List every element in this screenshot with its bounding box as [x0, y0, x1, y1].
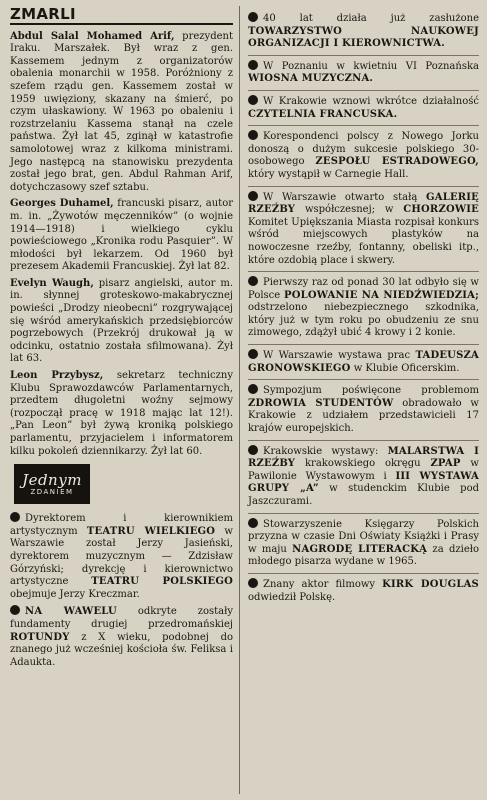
news-item-highlight: POLOWANIE NA NIEDŹWIEDZIA;: [283, 289, 480, 301]
column-divider: [239, 6, 240, 794]
news-item-fragment: Komitet Upiększania Miasta rozpisał konkurs wśród miejscowych plastyków na nowoczesne rzeźby, fontanny, obeliski itp., które ozdobią place i skwery.: [248, 216, 479, 266]
news-item-fragment: W Poznaniu w kwietniu VI Poznańska: [263, 60, 479, 72]
news-item-fragment: W Krakowie wznowi wkrótce działalność: [263, 95, 479, 107]
bullet-icon: [10, 512, 20, 522]
news-item-fragment: w Pawilonie Wystawowym i: [248, 458, 479, 482]
obituary-entry: [10, 278, 233, 366]
news-item-highlight: WIOSNA MUZYCZNA.: [248, 73, 374, 85]
obituary-name: Abdul Salal Mohamed Arif,: [10, 30, 175, 42]
bullet-icon: [248, 12, 258, 22]
news-item-fragment: z X wieku, podobnej do znanego już wcześniej kościoła św. Feliksa i Adaukta.: [10, 631, 233, 668]
news-item-highlight: ROTUNDY: [10, 631, 70, 643]
bullet-icon: [248, 191, 258, 201]
news-item: [10, 512, 233, 601]
news-item-fragment: który wystąpił w Carnegie Hall.: [248, 168, 409, 180]
obituary-name: Georges Duhamel,: [10, 198, 114, 210]
news-item-fragment: Krakowskie wystawy:: [263, 445, 388, 457]
news-item-highlight: KIRK DOUGLAS: [382, 578, 479, 590]
news-item-text: [248, 518, 479, 569]
obituary-text: francuski pisarz, autor m. in. „Żywotów męczenników” (o wojnie 1914—1918) i wielkiego cyklu powieściowego „Kronika rodu Pasquier”. W młodości był lekarzem. Od 1960 był prezesem Akademii Francuskiej. Żył lat 82.: [10, 198, 233, 273]
news-item-highlight: TOWARZYSTWO NAUKOWEJ ORGANIZACJI I KIEROWNICTWA.: [248, 25, 479, 50]
bullet-icon: [248, 276, 258, 286]
bullet-icon: [248, 384, 258, 394]
news-item-highlight: ZDROWIA STUDENTÓW: [248, 397, 394, 409]
item-separator: [248, 573, 479, 574]
right-column: [242, 0, 483, 800]
news-item-text: [248, 12, 479, 51]
news-item: [10, 605, 233, 669]
news-item-fragment: W Warszawie wystawa prac: [263, 350, 416, 362]
bullet-icon: [248, 60, 258, 70]
news-item-text: [248, 60, 479, 86]
news-item: [248, 130, 479, 181]
obituary-entry: [10, 370, 233, 458]
news-item-fragment: Sympozjum poświęcone problemom: [263, 385, 479, 397]
news-item-text: [10, 605, 233, 669]
news-item-highlight: GALERIĘ RZEŹBY: [248, 191, 479, 216]
news-item-fragment: Dyrektorem i kierownikiem artystycznym: [10, 513, 233, 537]
left-column: [4, 0, 237, 800]
news-item: [248, 518, 479, 569]
news-item-fragment: w studenckim Klubie pod Jaszczurami.: [248, 483, 480, 507]
item-separator: [248, 513, 479, 514]
news-item-fragment: Pierwszy raz od ponad 30 lat odbyło się w Polsce: [248, 277, 479, 301]
news-item-text: [248, 276, 479, 340]
logo-caps-text: ZDANIEM: [30, 487, 74, 496]
news-item-highlight: CZYTELNIA FRANCUSKA.: [248, 108, 398, 120]
news-item-fragment: Korespondenci polscy z Nowego Jorku donoszą o dużym sukcesie polskiego 30-osobowego: [248, 131, 479, 168]
news-items-left: [10, 512, 233, 669]
news-item-highlight: TEATRU WIELKIEGO: [86, 525, 216, 537]
news-item-highlight: MALARSTWA I RZEŹBY: [248, 445, 479, 470]
news-item: [248, 95, 479, 121]
news-item-fragment: krakowskiego okręgu: [295, 458, 431, 470]
news-item: [248, 384, 479, 435]
logo-script-text: Jednym: [22, 470, 82, 489]
news-item-highlight: TEATRU POLSKIEGO: [91, 576, 233, 588]
section-heading-zmarli: ZMARLI: [10, 5, 76, 23]
obituary-name: Leon Przybysz,: [10, 370, 104, 382]
obituary-entry: [10, 198, 233, 274]
news-item-highlight: CHORZOWIE: [403, 204, 479, 216]
news-item-fragment: odstrzelono niebezpiecznego szkodnika, który już w tym roku po obudzeniu ze snu zimowego, zdążył ubić 4 krowy i 2 konie.: [248, 302, 479, 339]
item-separator: [248, 379, 479, 380]
news-item-fragment: współczesnej; w: [295, 204, 404, 216]
news-item-text: [248, 95, 479, 121]
news-item-text: [248, 349, 479, 375]
news-items-right: [248, 12, 479, 604]
obituary-text: pisarz angielski, autor m. in. słynnej groteskowo-makabrycznej powieści „Drodzy nieobecni” rozgrywającej się wśród amerykańskich przedsiębiorców pogrzebowych (Przekrój drukował ją w odcinku, ostatnio została sfilmowana). Żył lat 63.: [10, 277, 234, 365]
news-item: [248, 276, 479, 340]
bullet-icon: [248, 130, 258, 140]
news-item-fragment: Znany aktor filmowy: [263, 578, 383, 590]
news-item-text: [248, 578, 479, 604]
news-item: [248, 12, 479, 51]
news-item: [248, 578, 479, 604]
news-item-highlight: III WYSTAWA GRUPY „A”: [248, 470, 480, 495]
news-item-highlight: NAGRODĘ LITERACKĄ: [292, 543, 428, 555]
news-item-fragment: w Warszawie został Jerzy Jasieński, dyrektorem muzycznym — Zdzisław Górzyński; dyrekcję i kierownictwo artystyczne: [10, 525, 233, 588]
bullet-icon: [248, 445, 258, 455]
obituary-name: Evelyn Waugh,: [10, 277, 94, 289]
obituary-text: sekretarz techniczny Klubu Sprawozdawców Parlamentarnych, przedtem długoletni woźny sejmowy (rozpoczął pracę w 1918 mając lat 12!). „Pan Leon” był żywą kroniką polskiego parlamentu, przyjacielem i informatorem kilku pokoleń dziennikarzy. Żył lat 60.: [10, 370, 233, 457]
item-separator: [248, 344, 479, 345]
item-separator: [248, 55, 479, 56]
bullet-icon: [248, 578, 258, 588]
news-item-fragment: odwiedził Polskę.: [248, 591, 336, 603]
item-separator: [248, 90, 479, 91]
news-item-fragment: odkryte zostały fundamenty drugiej przedromańskiej: [10, 606, 234, 630]
news-item-highlight: ZPAP: [430, 458, 461, 470]
news-item: [248, 445, 479, 509]
news-item: [248, 60, 479, 86]
bullet-icon: [248, 349, 258, 359]
news-item-text: [248, 445, 479, 509]
news-item-text: [248, 191, 479, 268]
news-item-highlight: ZESPOŁU ESTRADOWEGO,: [315, 156, 479, 168]
news-item: [248, 191, 479, 268]
news-item-fragment: 40 lat działa już zasłużone: [263, 13, 479, 24]
bullet-icon: [248, 518, 258, 528]
item-separator: [248, 440, 479, 441]
news-item-highlight: TADEUSZA GRONOWSKIEGO: [248, 350, 479, 374]
news-item-highlight: NA WAWELU: [25, 606, 117, 618]
news-item-fragment: obejmuje Jerzy Kreczmar.: [10, 588, 140, 600]
item-separator: [248, 271, 479, 272]
obituary-text: prezydent Iraku. Marszałek. Był wraz z gen. Kassemem jednym z organizatorów obalenia monarchii w 1958. Poróżniony z szefem rządu gen. Kassemem został w 1959 uwięziony, skazany na śmierć, po czym ułaskawiony. W 1963 po obaleniu i rozstrzelaniu Kassema stanął na czele państwa. Żył lat 45, zginął w katastrofie samolotowej wraz z kilkoma ministrami. Jego następcą na stanowisku prezydenta został jego brat, gen. Abdul Rahman Arif, dotychczasowy szef sztabu.: [10, 30, 233, 193]
news-item-fragment: obradowało w Krakowie z udziałem przedstawicieli 17 krajów europejskich.: [248, 397, 479, 435]
item-separator: [248, 186, 479, 187]
obituary-list: [10, 31, 233, 459]
news-item-fragment: W Warszawie otwarto stałą: [263, 191, 427, 203]
news-item-text: [248, 130, 479, 181]
news-item-fragment: Stowarzyszenie Księgarzy Polskich przyzna w czasie Dni Oświaty Książki i Prasy w maju: [248, 518, 479, 555]
news-item-fragment: za dzieło młodego pisarza wydane w 1965.: [248, 543, 480, 568]
jednym-zdaniem-logo: [14, 464, 90, 504]
news-item-text: [248, 384, 479, 435]
news-item-text: [10, 512, 233, 601]
news-item-fragment: w Klubie Oficerskim.: [350, 362, 460, 374]
obituary-entry: [10, 31, 233, 195]
news-item: [248, 349, 479, 375]
bullet-icon: [10, 605, 20, 615]
bullet-icon: [248, 95, 258, 105]
item-separator: [248, 125, 479, 126]
